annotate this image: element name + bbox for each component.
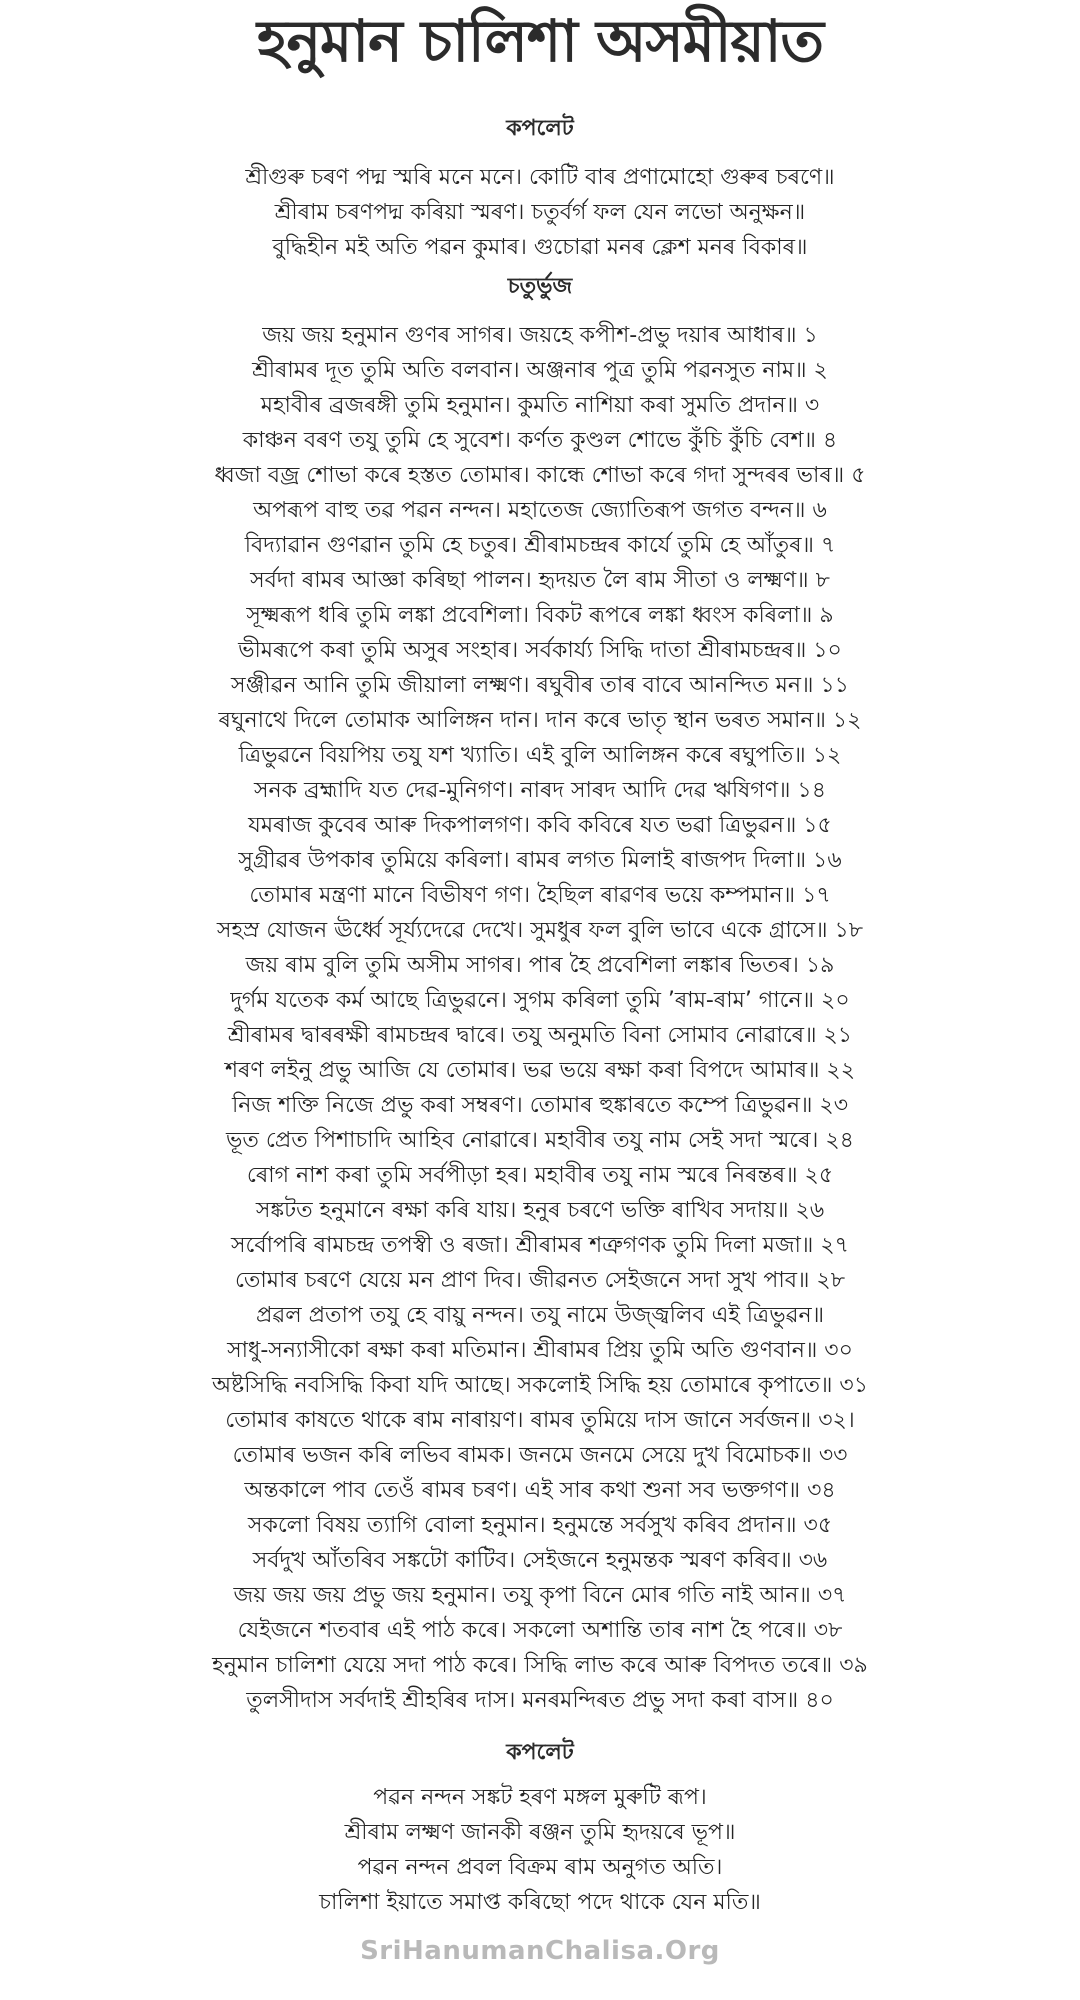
verse-line: জয় জয় হনুমান গুণৰ সাগৰ। জয়হে কপীশ-প্ৰভু দয়াৰ আধাৰ॥ ১	[262, 323, 818, 348]
verse-line: ৰঘুনাথে দিলে তোমাক আলিঙ্গন দান। দান কৰে ভাতৃ স্থান ভৰত সমান॥ ১২	[218, 708, 862, 733]
verse-line: শ্ৰীৰামৰ দ্বাৰৰক্ষী ৰামচন্দ্ৰৰ দ্বাৰে। তযু অনুমতি বিনা সোমাব নোৱাৰে॥ ২১	[227, 1023, 853, 1048]
verse-line: সাধু-সন্যাসীকো ৰক্ষা কৰা মতিমান। শ্ৰীৰামৰ প্ৰিয় তুমি অতি গুণবান॥ ৩০	[227, 1338, 853, 1363]
verse-line: সৰ্বোপৰি ৰামচন্দ্ৰ তপস্বী ও ৰজা। শ্ৰীৰামৰ শত্ৰুগণক তুমি দিলা মজা॥ ২৭	[231, 1233, 849, 1258]
verse-line: সকলো বিষয় ত্যাগি বোলা হনুমান। হনুমন্তে সৰ্বসুখ কৰিব প্ৰদান॥ ৩৫	[247, 1513, 833, 1538]
verse-line: পৱন নন্দন সঙ্কট হৰণ মঙ্গল মুৰুটি ৰূপ।	[373, 1785, 707, 1810]
verse-line: সহস্ৰ যোজন ঊৰ্ধ্বে সূৰ্য্যদেৱে দেখে। সুমধুৰ ফল বুলি ভাবে একে গ্ৰাসে॥ ১৮	[216, 918, 864, 943]
verse-line: সনক ব্ৰহ্মাদি যত দেৱ-মুনিগণ। নাৰদ সাৰদ আদি দেৱ ঋষিগণ॥ ১৪	[254, 778, 826, 803]
verse-line: ধ্বজা বজ্ৰ শোভা কৰে হস্তত তোমাৰ। কান্ধে শোভা কৰে গদা সুন্দৰৰ ভাৰ॥ ৫	[214, 463, 866, 488]
verse-line: সুগ্ৰীৱৰ উপকাৰ তুমিয়ে কৰিলা। ৰামৰ লগত মিলাই ৰাজপদ দিলা॥ ১৬	[238, 848, 842, 873]
verse-line: যমৰাজ কুবেৰ আৰু দিকপালগণ। কবি কবিৰে যত ভৱা ত্ৰিভুৱন॥ ১৫	[248, 813, 832, 838]
verse-line: সঙ্কটত হনুমানে ৰক্ষা কৰি যায়। হনুৰ চৰণে ভক্তি ৰাখিব সদায়॥ ২৬	[255, 1198, 825, 1223]
verse-line: শ্ৰীগুৰু চৰণ পদ্ম স্মৰি মনে মনে। কোটি বাৰ প্ৰণামোহো গুৰুৰ চৰণে॥	[245, 165, 835, 190]
verse-line: সৰ্বদা ৰামৰ আজ্ঞা কৰিছা পালন। হৃদয়ত লৈ ৰাম সীতা ও লক্ষ্মণ॥ ৮	[250, 568, 830, 593]
verse-line: ত্ৰিভুৱনে বিয়পিয় তযু যশ খ্যাতি। এই বুলি আলিঙ্গন কৰে ৰঘুপতি॥ ১২	[238, 743, 842, 768]
verse-line: শৰণ লইনু প্ৰভু আজি যে তোমাৰ। ভৱ ভয়ে ৰক্ষা কৰা বিপদে আমাৰ॥ ২২	[224, 1058, 856, 1083]
page-title: হনুমান চালিশা অসমীয়াত	[256, 7, 824, 75]
verse-line: যেইজনে শতবাৰ এই পাঠ কৰে। সকলো অশান্তি তাৰ নাশ হৈ পৰে॥ ৩৮	[237, 1618, 843, 1643]
chaupai-lines	[0, 318, 1080, 1718]
verse-line: কাঞ্চন বৰণ তযু তুমি হে সুবেশ। কৰ্ণত কুণ্ডল শোভে কুঁচি কুঁচি বেশ॥ ৪	[242, 428, 838, 453]
verse-line: হনুমান চালিশা যেয়ে সদা পাঠ কৰে। সিদ্ধি লাভ কৰে আৰু বিপদত তৰে॥ ৩৯	[212, 1653, 868, 1678]
closing-couplet-heading: কপলেট	[506, 1740, 574, 1765]
verse-line: অষ্টসিদ্ধি নবসিদ্ধি কিবা যদি আছে। সকলোই সিদ্ধি হয় তোমাৰে কৃপাতে॥ ৩১	[211, 1373, 869, 1398]
site-watermark: SriHanumanChalisa.Org	[360, 1936, 720, 1966]
verse-line: শ্ৰীৰাম লক্ষ্মণ জানকী ৰঞ্জন তুমি হৃদয়ৰে ভূপ॥	[344, 1820, 736, 1845]
verse-line: শ্ৰীৰাম চৰণপদ্ম কৰিয়া স্মৰণ। চতুৰ্বৰ্গ ফল যেন লভো অনুক্ষন॥	[274, 200, 806, 225]
verse-line: অন্তকালে পাব তেওঁ ৰামৰ চৰণ। এই সাৰ কথা শুনা সব ভক্তগণ॥ ৩৪	[244, 1478, 836, 1503]
verse-line: সঞ্জীৱন আনি তুমি জীয়ালা লক্ষ্মণ। ৰঘুবীৰ তাৰ বাবে আনন্দিত মন॥ ১১	[231, 673, 849, 698]
verse-line: নিজ শক্তি নিজে প্ৰভু কৰা সম্বৰণ। তোমাৰ হুঙ্কাৰতে কম্পে ত্ৰিভুৱন॥ ২৩	[231, 1093, 849, 1118]
verse-line: তোমাৰ ভজন কৰি লভিব ৰামক। জনমে জনমে সেয়ে দুখ বিমোচক॥ ৩৩	[232, 1443, 848, 1468]
verse-line: সৰ্বদুখ আঁতৰিব সঙ্কটো কাটিব। সেইজনে হনুমন্তক স্মৰণ কৰিব॥ ৩৬	[252, 1548, 828, 1573]
opening-couplet-heading: কপলেট	[506, 116, 574, 141]
verse-line: বুদ্ধিহীন মই অতি পৱন কুমাৰ। গুচোৱা মনৰ ক্লেশ মনৰ বিকাৰ॥	[272, 235, 808, 260]
verse-line: তোমাৰ কাষতে থাকে ৰাম নাৰায়ণ। ৰামৰ তুমিয়ে দাস জানে সৰ্বজন॥ ৩২।	[225, 1408, 855, 1433]
verse-line: শ্ৰীৰামৰ দূত তুমি অতি বলবান। অঞ্জনাৰ পুত্ৰ তুমি পৱনসুত নাম॥ ২	[252, 358, 828, 383]
verse-line: ৰোগ নাশ কৰা তুমি সৰ্বপীড়া হৰ। মহাবীৰ তযু নাম স্মৰে নিৰন্তৰ॥ ২৫	[246, 1163, 834, 1188]
verse-line: ভূত প্ৰেত পিশাচাদি আহিব নোৱাৰে। মহাবীৰ তযু নাম সেই সদা স্মৰে। ২৪	[226, 1128, 854, 1153]
verse-line: তোমাৰ মন্ত্ৰণা মানে বিভীষণ গণ। হৈছিল ৰাৱণৰ ভয়ে কম্পমান॥ ১৭	[249, 883, 831, 908]
chaupai-heading: চতুৰ্ভুজ	[507, 274, 573, 299]
verse-line: প্ৰৱল প্ৰতাপ তযু হে বায়ু নন্দন। তযু নামে উজ্জ্বলিব এই ত্ৰিভুৱন॥	[255, 1303, 825, 1328]
verse-line: জয় জয় জয় প্ৰভু জয় হনুমান। তযু কৃপা বিনে মোৰ গতি নাই আন॥ ৩৭	[233, 1583, 847, 1608]
opening-couplet-lines	[0, 160, 1080, 265]
verse-line: অপৰূপ বাহু তৱ পৱন নন্দন। মহাতেজ জ্যোতিৰূপ জগত বন্দন॥ ৬	[253, 498, 827, 523]
verse-line: দুৰ্গম যতেক কৰ্ম আছে ত্ৰিভুৱনে। সুগম কৰিলা তুমি ’ৰাম-ৰাম’ গানে॥ ২০	[230, 988, 850, 1013]
verse-line: জয় ৰাম বুলি তুমি অসীম সাগৰ। পাৰ হৈ প্ৰবেশিলা লঙ্কাৰ ভিতৰ। ১৯	[245, 953, 835, 978]
closing-couplet-lines	[0, 1780, 1080, 1920]
verse-line: তোমাৰ চৰণে যেয়ে মন প্ৰাণ দিব। জীৱনত সেইজনে সদা সুখ পাব॥ ২৮	[234, 1268, 846, 1293]
verse-line: বিদ্যাৱান গুণৱান তুমি হে চতুৰ। শ্ৰীৰামচন্দ্ৰৰ কাৰ্যে তুমি হে আঁতুৰ॥ ৭	[244, 533, 836, 558]
verse-line: তুলসীদাস সৰ্বদাই শ্ৰীহৰিৰ দাস। মনৰমন্দিৰত প্ৰভু সদা কৰা বাস॥ ৪০	[246, 1688, 834, 1713]
verse-line: সূক্ষ্মৰূপ ধৰি তুমি লঙ্কা প্ৰবেশিলা। বিকট ৰূপৰে লঙ্কা ধ্বংস কৰিলা॥ ৯	[246, 603, 834, 628]
verse-line: ভীমৰূপে কৰা তুমি অসুৰ সংহাৰ। সৰ্বকাৰ্য্য সিদ্ধি দাতা শ্ৰীৰামচন্দ্ৰৰ॥ ১০	[238, 638, 842, 663]
verse-line: মহাবীৰ ব্ৰজৰঙ্গী তুমি হনুমান। কুমতি নাশিয়া কৰা সুমতি প্ৰদান॥ ৩	[260, 393, 820, 418]
verse-line: পৱন নন্দন প্ৰবল বিক্ৰম ৰাম অনুগত অতি।	[357, 1855, 723, 1880]
verse-line: চালিশা ইয়াতে সমাপ্ত কৰিছো পদে থাকে যেন মতি॥	[319, 1890, 761, 1915]
